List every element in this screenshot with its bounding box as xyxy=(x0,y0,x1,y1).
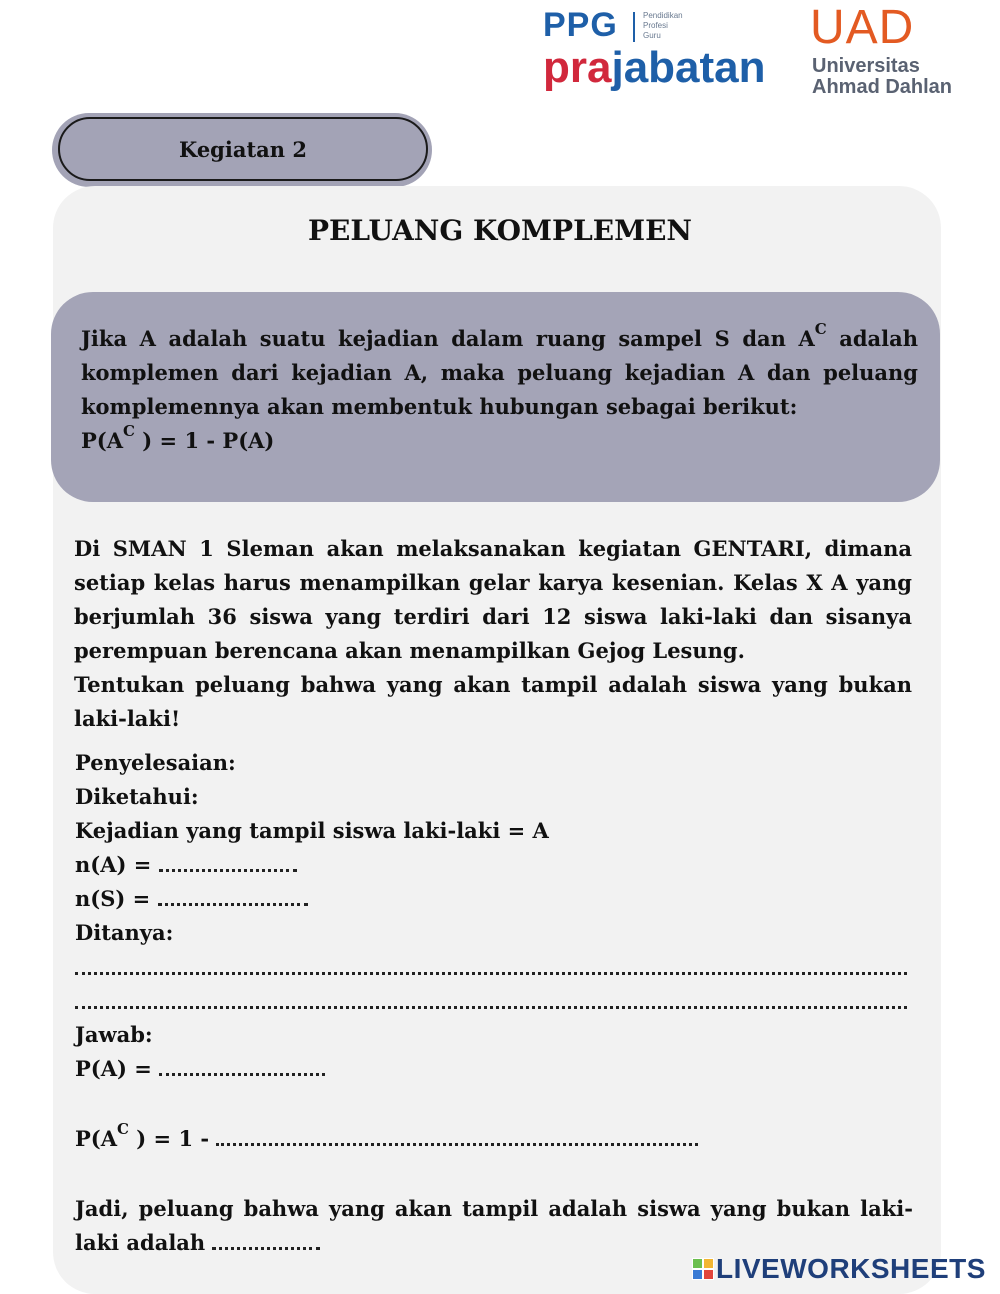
prajabatan-logo-text: prajabatan xyxy=(543,43,766,92)
pAc-answer-blank[interactable] xyxy=(216,1123,698,1146)
liveworksheets-watermark xyxy=(692,1252,986,1286)
answer-label: Jawab: xyxy=(75,1022,153,1047)
uad-logo-mark: UAD xyxy=(810,1,915,54)
nA-row: n(A) = xyxy=(75,848,913,882)
activity-label: Kegiatan 2 xyxy=(58,117,428,181)
solution-section xyxy=(75,746,913,1260)
liveworksheets-brand: LIVEWORKSHEETS xyxy=(716,1253,986,1284)
problem-text: Di SMAN 1 Sleman akan melaksanakan kegiatan GENTARI, dimana setiap kelas harus menampilkan gelar karya kesenian. Kelas X A yang berjumlah 36 siswa yang terdiri dari 12 siswa laki-laki dan sisanya perempuan berencana akan menampilkan Gejog Lesung. xyxy=(74,536,912,663)
ppg-logo-subtitle: Pendidikan Profesi Guru xyxy=(643,11,683,40)
conclusion-answer-blank[interactable] xyxy=(212,1227,320,1250)
uad-logo xyxy=(810,1,980,100)
problem-statement xyxy=(74,532,912,736)
conclusion: Jadi, peluang bahwa yang akan tampil adalah siswa yang bukan laki-laki adalah xyxy=(75,1196,913,1255)
ppg-logo-divider xyxy=(633,12,635,42)
nA-answer-blank[interactable] xyxy=(159,849,297,872)
nS-row: n(S) = xyxy=(75,882,913,916)
uad-logo-name: Universitas Ahmad Dahlan xyxy=(812,55,953,98)
pAc-row: $P(A^C$ ) = 1 - xyxy=(75,1122,913,1156)
solution-heading: Penyelesaian: xyxy=(75,750,236,775)
problem-question: Tentukan peluang bahwa yang akan tampil adalah siswa yang bukan laki-laki! xyxy=(74,672,912,731)
definition-formula: $P(A^C$ ) = 1 - P(A) xyxy=(81,422,275,453)
asked-label: Ditanya: xyxy=(75,920,174,945)
definition-text: Jika A adalah suatu kejadian dalam ruang sampel S dan $A^C$ adalah komplemen dari kejadian A, maka peluang kejadian A dan peluang komplemennya akan membentuk hubungan sebagai berikut: $P(A^C$ ) = 1 - P(A) xyxy=(81,322,918,458)
nS-answer-blank[interactable] xyxy=(158,883,308,906)
ppg-logo-text: PPG xyxy=(543,6,618,44)
page-title: PELUANG KOMPLEMEN xyxy=(307,214,693,247)
asked-answer-blank-1[interactable] xyxy=(75,950,907,975)
known-label: Diketahui: xyxy=(75,784,199,809)
ppg-prajabatan-logo xyxy=(543,6,773,96)
pA-answer-blank[interactable] xyxy=(159,1053,325,1076)
pA-row: P(A) = xyxy=(75,1052,913,1086)
liveworksheets-grid-icon xyxy=(692,1258,714,1280)
asked-answer-blank-2[interactable] xyxy=(75,984,907,1009)
event-definition: Kejadian yang tampil siswa laki-laki = A xyxy=(75,818,549,843)
